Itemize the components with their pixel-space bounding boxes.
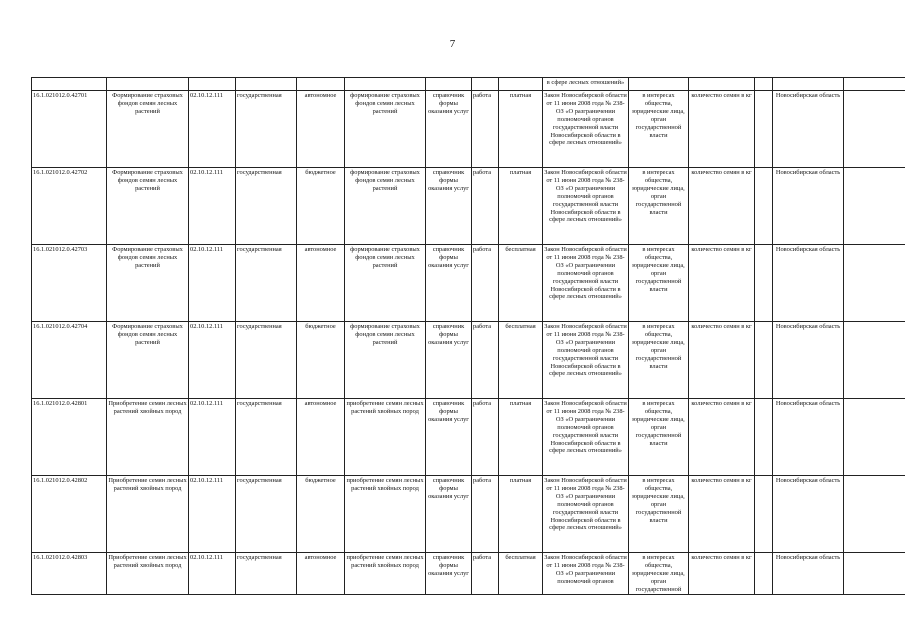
cell-name: Формирование страховых фондов семян лесных растений [107, 245, 189, 322]
cell-indicator: количество семян в кг [689, 399, 755, 476]
table-row [32, 245, 905, 322]
cell-law: Закон Новосибирской области от 11 июня 2008 года № 238-ОЗ «О разграничении полномочий органов государственной власти Новосибирской области в сфере лесных отношений» [543, 245, 629, 322]
cell-law: Закон Новосибирской области от 11 июня 2008 года № 238-ОЗ «О разграничении полномочий органов [543, 553, 629, 595]
cell-kind: работа [472, 553, 499, 595]
cell-code: 16.1.021012.0.42701 [32, 91, 107, 168]
cell-activity: формирование страховых фондов семян лесных растений [345, 168, 426, 245]
cell-kind: работа [472, 399, 499, 476]
table-row [32, 399, 905, 476]
cell-empty [844, 399, 905, 476]
cell-empty [345, 78, 426, 91]
cell-empty [629, 78, 689, 91]
cell-kind: работа [472, 168, 499, 245]
cell-region: Новосибирская область [773, 168, 844, 245]
cell-okved: 02.10.12.111 [189, 476, 236, 553]
cell-name: Формирование страховых фондов семян лесных растений [107, 91, 189, 168]
cell-code: 16.1.021012.0.42702 [32, 168, 107, 245]
cell-ownership: государственная [236, 168, 297, 245]
cell-indicator: количество семян в кг [689, 476, 755, 553]
cell-region: Новосибирская область [773, 91, 844, 168]
cell-payment: платная [499, 168, 543, 245]
cell-empty [755, 168, 773, 245]
cell-empty [755, 399, 773, 476]
cell-code: 16.1.021012.0.42703 [32, 245, 107, 322]
cell-institution-type: автономное [297, 245, 345, 322]
cell-empty [844, 245, 905, 322]
cell-kind: работа [472, 91, 499, 168]
cell-empty [755, 91, 773, 168]
cell-empty [755, 245, 773, 322]
cell-empty [844, 91, 905, 168]
cell-law: Закон Новосибирской области от 11 июня 2008 года № 238-ОЗ «О разграничении полномочий органов государственной власти Новосибирской области в сфере лесных отношений» [543, 168, 629, 245]
cell-form: справочник формы оказания услуг [426, 553, 472, 595]
cell-kind: работа [472, 476, 499, 553]
cell-law: Закон Новосибирской области от 11 июня 2008 года № 238-ОЗ «О разграничении полномочий органов государственной власти Новосибирской области в сфере лесных отношений» [543, 322, 629, 399]
cell-empty [844, 553, 905, 595]
cell-indicator: количество семян в кг [689, 245, 755, 322]
cell-form: справочник формы оказания услуг [426, 168, 472, 245]
page-number: 7 [449, 38, 456, 50]
cell-activity: приобретение семян лесных растений хвойных пород [345, 553, 426, 595]
cell-region: Новосибирская область [773, 553, 844, 595]
cell-region: Новосибирская область [773, 322, 844, 399]
cell-empty [189, 78, 236, 91]
cell-consumers: в интересах общества, юридические лица, орган государственной власти [629, 322, 689, 399]
cell-code: 16.1.021012.0.42802 [32, 476, 107, 553]
cell-empty [755, 322, 773, 399]
registry-table [31, 77, 905, 595]
cell-okved: 02.10.12.111 [189, 322, 236, 399]
cell-consumers: в интересах общества, юридические лица, орган государственной [629, 553, 689, 595]
cell-indicator: количество семян в кг [689, 168, 755, 245]
cell-institution-type: бюджетное [297, 168, 345, 245]
cell-activity: формирование страховых фондов семян лесных растений [345, 91, 426, 168]
cell-empty [844, 322, 905, 399]
cell-code: 16.1.021012.0.42803 [32, 553, 107, 595]
cell-institution-type: автономное [297, 553, 345, 595]
cell-ownership: государственная [236, 245, 297, 322]
cell-indicator: количество семян в кг [689, 91, 755, 168]
cell-payment: бесплатная [499, 553, 543, 595]
cell-okved: 02.10.12.111 [189, 168, 236, 245]
cell-region: Новосибирская область [773, 245, 844, 322]
cell-institution-type: автономное [297, 399, 345, 476]
cell-form: справочник формы оказания услуг [426, 399, 472, 476]
cell-law: Закон Новосибирской области от 11 июня 2008 года № 238-ОЗ «О разграничении полномочий органов государственной власти Новосибирской области в сфере лесных отношений» [543, 476, 629, 553]
cell-institution-type: бюджетное [297, 322, 345, 399]
cell-kind: работа [472, 245, 499, 322]
cell-payment: бесплатная [499, 245, 543, 322]
cell-okved: 02.10.12.111 [189, 399, 236, 476]
cell-name: Формирование страховых фондов семян лесных растений [107, 322, 189, 399]
table-row [32, 168, 905, 245]
cell-empty [844, 476, 905, 553]
cell-consumers: в интересах общества, юридические лица, орган государственной власти [629, 91, 689, 168]
cell-region: Новосибирская область [773, 399, 844, 476]
cell-kind: работа [472, 322, 499, 399]
cell-name: Формирование страховых фондов семян лесных растений [107, 168, 189, 245]
cell-ownership: государственная [236, 399, 297, 476]
cell-institution-type: бюджетное [297, 476, 345, 553]
table-row [32, 553, 905, 595]
cell-activity: приобретение семян лесных растений хвойных пород [345, 476, 426, 553]
cell-institution-type: автономное [297, 91, 345, 168]
cell-empty [472, 78, 499, 91]
cell-law: Закон Новосибирской области от 11 июня 2008 года № 238-ОЗ «О разграничении полномочий органов государственной власти Новосибирской области в сфере лесных отношений» [543, 399, 629, 476]
cell-code: 16.1.021012.0.42704 [32, 322, 107, 399]
cell-empty [773, 78, 844, 91]
cell-law: Закон Новосибирской области от 11 июня 2008 года № 238-ОЗ «О разграничении полномочий органов государственной власти Новосибирской области в сфере лесных отношений» [543, 91, 629, 168]
cell-empty [844, 78, 905, 91]
cell-okved: 02.10.12.111 [189, 553, 236, 595]
cell-payment: бесплатная [499, 322, 543, 399]
cell-consumers: в интересах общества, юридические лица, орган государственной власти [629, 168, 689, 245]
cell-form: справочник формы оказания услуг [426, 322, 472, 399]
cell-indicator: количество семян в кг [689, 322, 755, 399]
cell-form: справочник формы оказания услуг [426, 91, 472, 168]
cell-name: Приобретение семян лесных растений хвойных пород [107, 476, 189, 553]
cell-ownership: государственная [236, 91, 297, 168]
table-row [32, 91, 905, 168]
cell-consumers: в интересах общества, юридические лица, орган государственной власти [629, 245, 689, 322]
cell-region: Новосибирская область [773, 476, 844, 553]
cell-activity: формирование страховых фондов семян лесных растений [345, 245, 426, 322]
cell-empty [755, 553, 773, 595]
cell-empty [689, 78, 755, 91]
cell-empty [844, 168, 905, 245]
cell-empty [32, 78, 107, 91]
cell-ownership: государственная [236, 476, 297, 553]
cell-name: Приобретение семян лесных растений хвойных пород [107, 399, 189, 476]
table-row [32, 476, 905, 553]
table-body [32, 78, 905, 595]
cell-name: Приобретение семян лесных растений хвойных пород [107, 553, 189, 595]
cell-empty [236, 78, 297, 91]
cell-empty [107, 78, 189, 91]
cell-empty [755, 78, 773, 91]
cell-consumers: в интересах общества, юридические лица, орган государственной власти [629, 399, 689, 476]
cell-law-continuation: в сфере лесных отношений» [543, 78, 629, 91]
cell-form: справочник формы оказания услуг [426, 476, 472, 553]
cell-consumers: в интересах общества, юридические лица, орган государственной власти [629, 476, 689, 553]
cell-activity: формирование страховых фондов семян лесных растений [345, 322, 426, 399]
cell-empty [755, 476, 773, 553]
cell-activity: приобретение семян лесных растений хвойных пород [345, 399, 426, 476]
cell-empty [499, 78, 543, 91]
cell-ownership: государственная [236, 322, 297, 399]
cell-indicator: количество семян в кг [689, 553, 755, 595]
cell-payment: платная [499, 476, 543, 553]
cell-ownership: государственная [236, 553, 297, 595]
cell-payment: платная [499, 91, 543, 168]
cell-empty [426, 78, 472, 91]
cell-payment: платная [499, 399, 543, 476]
cell-okved: 02.10.12.111 [189, 91, 236, 168]
table-row [32, 322, 905, 399]
cell-form: справочник формы оказания услуг [426, 245, 472, 322]
cell-empty [297, 78, 345, 91]
cell-okved: 02.10.12.111 [189, 245, 236, 322]
table-row-continuation [32, 78, 905, 91]
cell-code: 16.1.021012.0.42801 [32, 399, 107, 476]
